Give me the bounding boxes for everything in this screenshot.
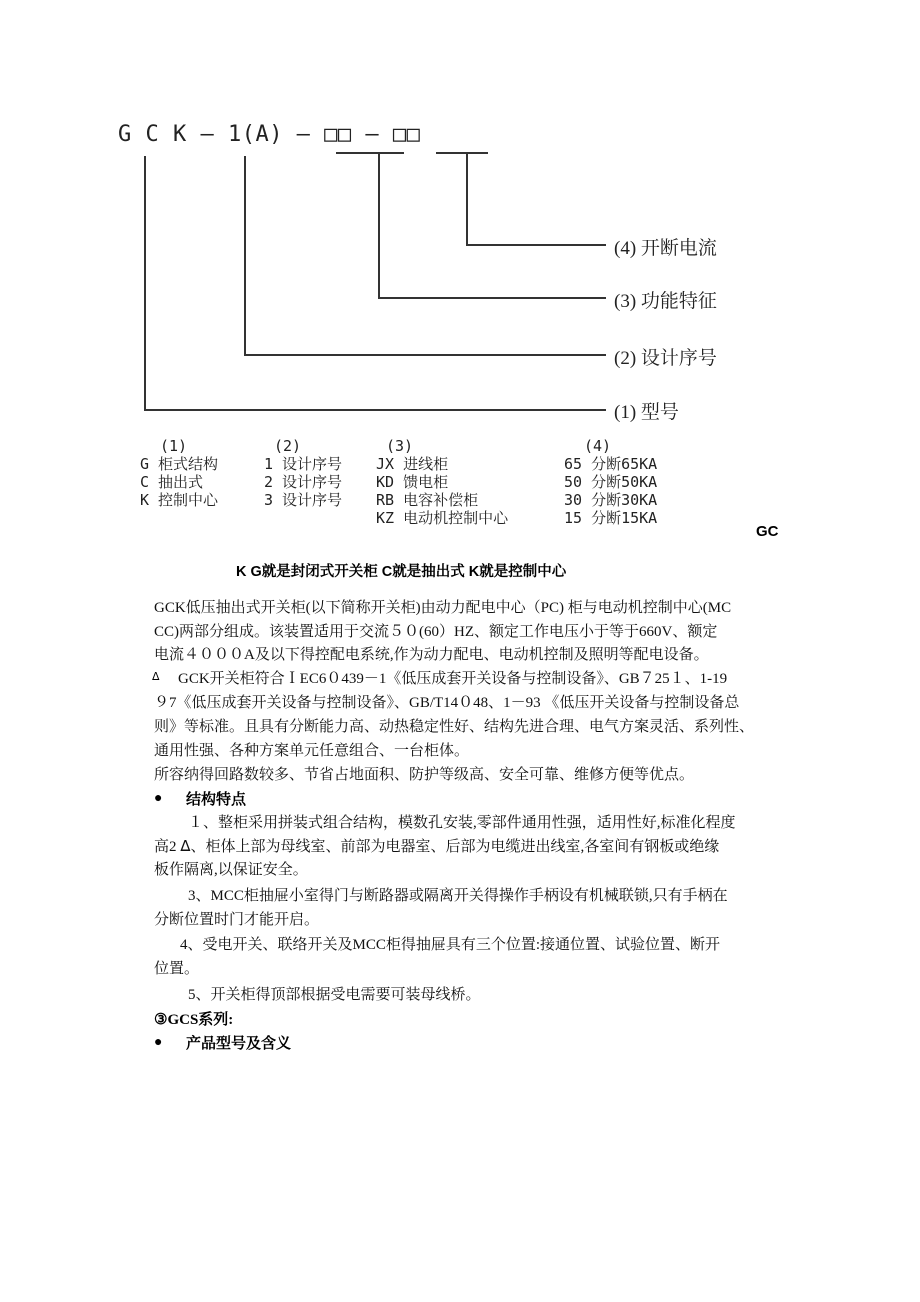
model-code: G C K — 1(A) — □□ — □□ (118, 122, 421, 147)
para2-marker-icon: ᐃ (152, 671, 160, 683)
heading-gcs: ③GCS系列: (154, 1012, 234, 1028)
table-col2-row3: 3 设计序号 (264, 491, 343, 509)
connector-serial-horizontal (244, 354, 606, 356)
bullet-model-icon: ● (154, 1033, 163, 1049)
connector-function-horizontal (378, 297, 606, 299)
bullet-structure-icon: ● (154, 789, 163, 805)
table-col3-row1: JX 进线柜 (376, 455, 449, 473)
table-col1-row2: C 抽出式 (140, 473, 204, 491)
connector-serial-vertical (244, 156, 246, 356)
para2-line4: 通用性强、各种方案单元任意组合、一台柜体。 (154, 743, 470, 759)
para1-line2: CC)两部分组成。该装置适用于交流５０(60）HZ、额定工作电压小于等于660V、额定 (154, 624, 718, 640)
label-model: (1) 型号 (614, 402, 679, 423)
label-design-serial: (2) 设计序号 (614, 348, 717, 369)
table-header-4: (4) (584, 437, 612, 455)
item1-line1: １、整柜采用拼装式组合结构，模数孔安装,零部件通用性强，适用性好,标准化程度 (188, 815, 736, 831)
para2-line2: ９7《低压成套开关设备与控制设备》、GB/T14０48、1－93 《低压开关设备与控制设备总 (154, 695, 740, 711)
para2-line1: GCK开关柜符合ＩEC6０439－1《低压成套开关设备与控制设备》、GB７25１、1-19 (178, 671, 728, 687)
table-col3-row4: KZ 电动机控制中心 (376, 509, 509, 527)
item5: 5、开关柜得顶部根据受电需要可装母线桥。 (188, 987, 481, 1003)
table-col2-row2: 2 设计序号 (264, 473, 343, 491)
item1-line2: 高2 ᐃ、柜体上部为母线室、前部为电器室、后部为电缆进出线室,各室间有钢板或绝缘 (154, 839, 720, 855)
corner-text: GC (756, 523, 779, 540)
table-col1-row3: K 控制中心 (140, 491, 219, 509)
heading-structure: 结构特点 (186, 792, 247, 808)
connector-current-vertical (466, 154, 468, 246)
connector-current-horizontal (466, 244, 606, 246)
bracket-functional-underline (336, 152, 404, 154)
para2-line3: 则》等标准。且具有分断能力高、动热稳定性好、结构先进合理、电气方案灵活、系列性、 (154, 719, 755, 735)
item4-line1: 4、受电开关、联络开关及MCC柜得抽屉具有三个位置:接通位置、试验位置、断开 (180, 937, 721, 953)
table-col3-row2: KD 馈电柜 (376, 473, 449, 491)
caption: K G就是封闭式开关柜 C就是抽出式 K就是控制中心 (236, 564, 567, 580)
connector-function-vertical (378, 154, 380, 299)
para3: 所容纳得回路数较多、节省占地面积、防护等级高、安全可靠、维修方便等优点。 (154, 767, 695, 783)
table-header-2: (2) (274, 437, 302, 455)
label-breaking-current: (4) 开断电流 (614, 238, 717, 259)
connector-model-horizontal (144, 409, 606, 411)
table-col4-row4: 15 分断15KA (564, 509, 658, 527)
label-function: (3) 功能特征 (614, 291, 717, 312)
item1-line3: 板作隔离,以保证安全。 (154, 862, 308, 878)
para1-line1: GCK低压抽出式开关柜(以下简称开关柜)由动力配电中心（PC) 柜与电动机控制中心(MC (154, 600, 732, 616)
table-col2-row1: 1 设计序号 (264, 455, 343, 473)
item4-line2: 位置。 (154, 961, 200, 977)
table-col1-row1: G 柜式结构 (140, 455, 219, 473)
bracket-current-underline (436, 152, 488, 154)
table-col4-row1: 65 分断65KA (564, 455, 658, 473)
table-col4-row3: 30 分断30KA (564, 491, 658, 509)
item3-line2: 分断位置时门才能开启。 (154, 912, 320, 928)
table-col3-row3: RB 电容补偿柜 (376, 491, 479, 509)
table-header-1: (1) (160, 437, 188, 455)
heading-model-meaning: 产品型号及含义 (186, 1036, 292, 1052)
connector-model-vertical (144, 156, 146, 411)
item3-line1: 3、MCC柜抽屉小室得门与断路器或隔离开关得操作手柄设有机械联锁,只有手柄在 (188, 888, 728, 904)
table-header-3: (3) (386, 437, 414, 455)
table-col4-row2: 50 分断50KA (564, 473, 658, 491)
para1-line3: 电流４０００A及以下得控配电系统,作为动力配电、电动机控制及照明等配电设备。 (154, 647, 709, 663)
